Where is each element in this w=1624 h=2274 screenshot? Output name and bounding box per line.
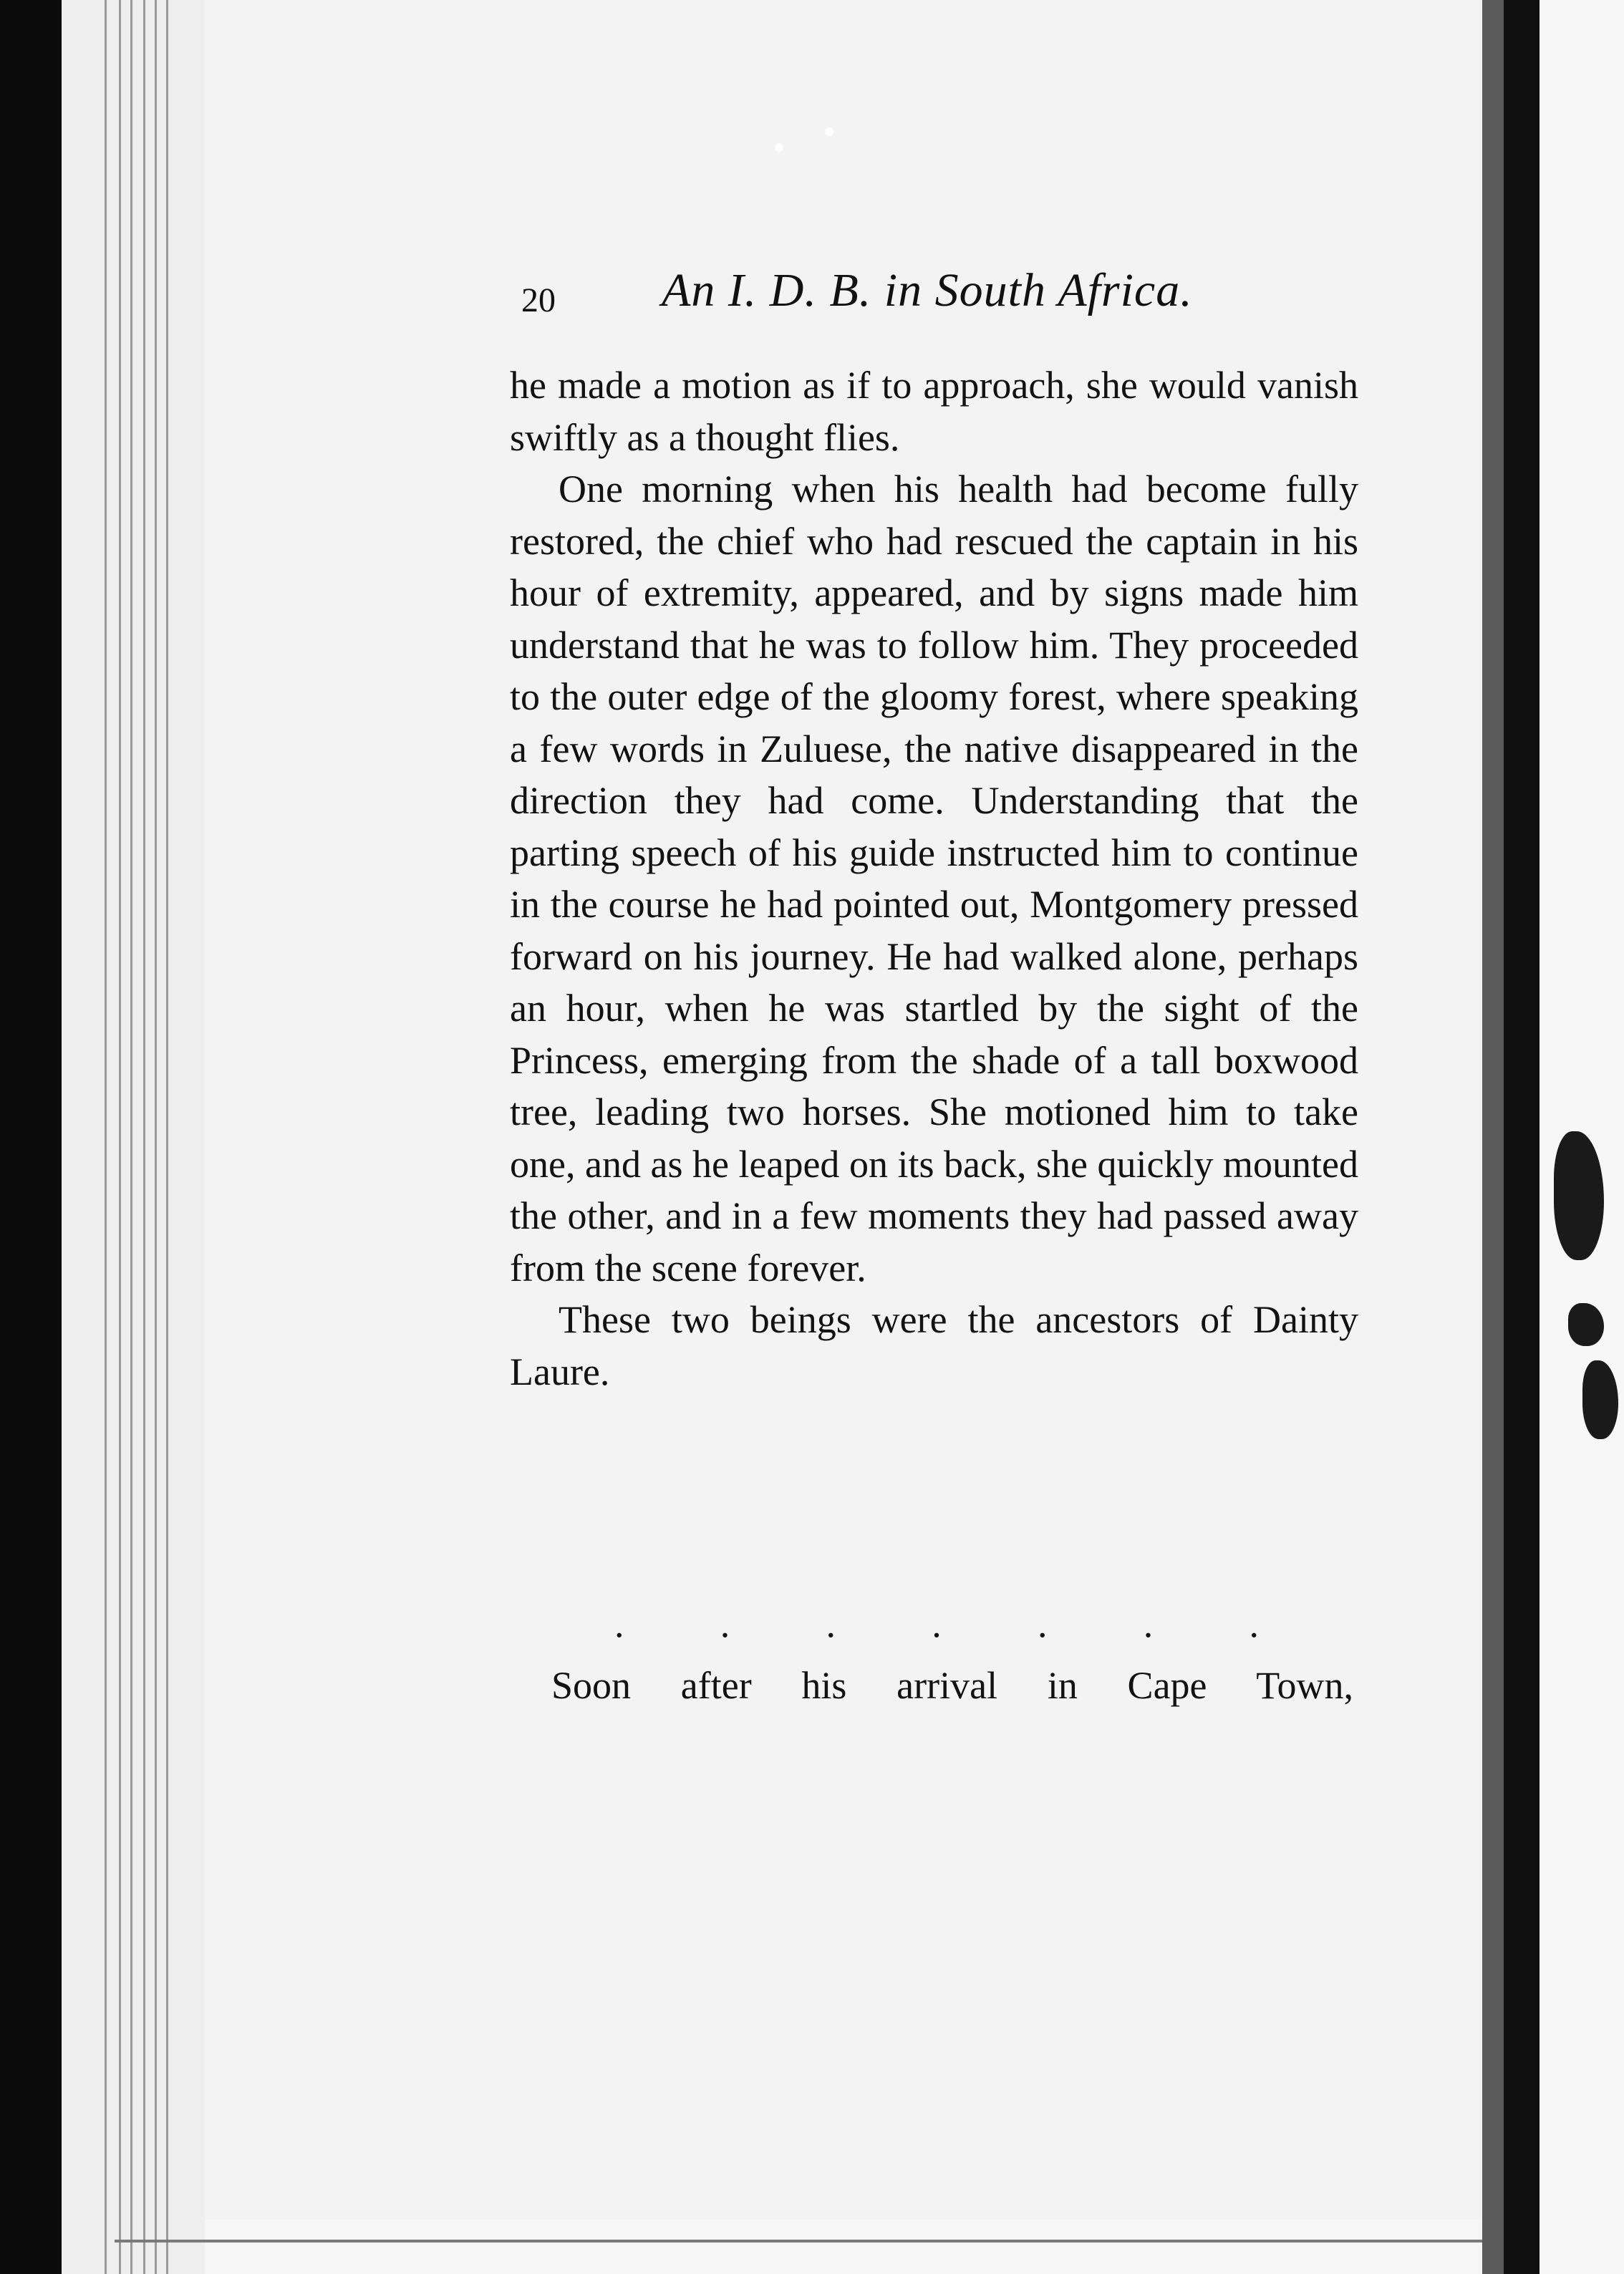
section-break-dot: . (1143, 1602, 1154, 1645)
scan-left-border (0, 0, 62, 2274)
page-edge-line (105, 0, 107, 2274)
page-edge-line (155, 0, 157, 2274)
paragraph: he made a motion as if to approach, she would vanish swiftly as a thought flies. (510, 364, 1358, 459)
final-line: Soon after his arrival in Cape Town, (551, 1664, 1353, 1707)
body-text (510, 359, 1358, 1398)
scan-speck (775, 143, 783, 152)
page-edge-line (166, 0, 168, 2274)
scan-speck (825, 127, 833, 136)
facing-page-sliver (1540, 0, 1624, 2274)
facing-page-illustration-fragment (1582, 1360, 1618, 1439)
page-bottom-edge (115, 2240, 1497, 2242)
page-number: 20 (521, 281, 556, 319)
facing-page-illustration-fragment (1568, 1303, 1604, 1346)
facing-page-illustration-fragment (1554, 1131, 1604, 1260)
section-break-dot: . (1249, 1602, 1259, 1645)
paragraph: One morning when his health had become fully restored, the chief who had rescued the captain in his hour of extremity, appeared, and by signs made him understand that he was to follow him. They proceeded to the outer edge of the gloomy forest, where speaking a few words in Zuluese, the native disappeared in the direction they had come. Understanding that the parting speech of his guide instructed him to continue in the course he had pointed out, Montgomery pressed forward on his journey. He had walked alone, perhaps an hour, when he was startled by the sight of the Princess, emerging from the shade of a tall boxwood tree, leading two horses. She motioned him to take one, and as he leaped on its back, she quickly mounted the other, and in a few moments they had passed away from the scene forever. (510, 468, 1358, 1290)
section-break (614, 1602, 1259, 1645)
binding-shadow (1482, 0, 1504, 2274)
running-title: An I. D. B. in South Africa. (662, 264, 1193, 316)
running-header (521, 263, 1237, 328)
page-edge-line (130, 0, 132, 2274)
page-stack-edges (62, 0, 205, 2274)
section-break-dot: . (614, 1602, 624, 1645)
page-edge-line (119, 0, 121, 2274)
section-break-dot: . (826, 1602, 836, 1645)
section-break-dot: . (1038, 1602, 1048, 1645)
section-break-dot: . (720, 1602, 730, 1645)
paragraph: These two beings were the ancestors of Dainty Laure. (510, 1298, 1358, 1393)
section-break-dot: . (932, 1602, 942, 1645)
page-edge-line (143, 0, 145, 2274)
book-spine-gutter (1504, 0, 1540, 2274)
